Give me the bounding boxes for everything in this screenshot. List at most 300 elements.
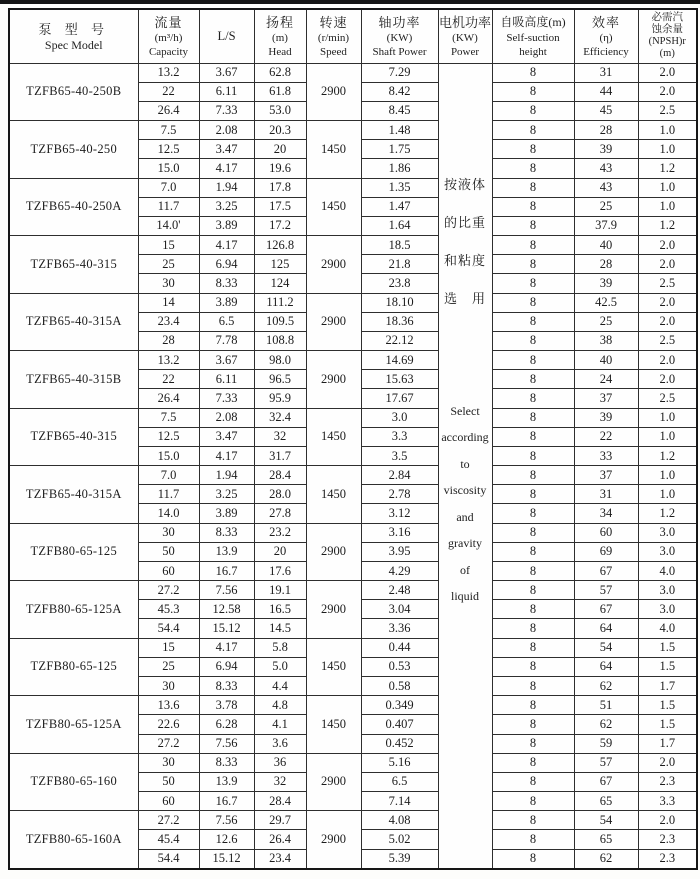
cell-shaft-power: 5.02 xyxy=(361,830,438,849)
cell-head: 98.0 xyxy=(254,351,306,370)
col-header-npsh xyxy=(638,9,697,63)
cell-self-suction: 8 xyxy=(492,600,574,619)
cell-shaft-power: 1.48 xyxy=(361,121,438,140)
cell-efficiency: 59 xyxy=(574,734,638,753)
cell-ls: 3.67 xyxy=(199,351,254,370)
head-label-en: Head xyxy=(268,45,292,58)
cell-speed: 2900 xyxy=(306,63,361,121)
cell-self-suction: 8 xyxy=(492,504,574,523)
cell-ls: 3.89 xyxy=(199,504,254,523)
motor-power-note-cell xyxy=(438,63,492,869)
cell-ls: 4.17 xyxy=(199,446,254,465)
cell-speed: 1450 xyxy=(306,178,361,236)
cell-ls: 7.78 xyxy=(199,331,254,350)
pump-spec-table xyxy=(8,8,698,870)
cell-speed: 2900 xyxy=(306,351,361,409)
efficiency-label-zh: 效率 xyxy=(591,14,620,30)
cell-efficiency: 22 xyxy=(574,427,638,446)
cell-capacity: 11.7 xyxy=(138,197,199,216)
cell-efficiency: 28 xyxy=(574,121,638,140)
cell-efficiency: 57 xyxy=(574,581,638,600)
cell-ls: 7.56 xyxy=(199,811,254,830)
cell-speed: 2900 xyxy=(306,753,361,811)
cell-efficiency: 62 xyxy=(574,677,638,696)
cell-head: 23.4 xyxy=(254,849,306,869)
cell-shaft-power: 22.12 xyxy=(361,331,438,350)
cell-capacity: 30 xyxy=(138,274,199,293)
cell-head: 27.8 xyxy=(254,504,306,523)
cell-self-suction: 8 xyxy=(492,638,574,657)
head-label-zh: 扬程 xyxy=(265,14,294,30)
cell-shaft-power: 1.64 xyxy=(361,216,438,235)
cell-npsh: 2.5 xyxy=(638,331,697,350)
cell-ls: 7.56 xyxy=(199,734,254,753)
cell-spec-model: TZFB65-40-315 xyxy=(9,236,138,294)
cell-capacity: 7.0 xyxy=(138,466,199,485)
cell-shaft-power: 1.47 xyxy=(361,197,438,216)
cell-capacity: 60 xyxy=(138,792,199,811)
cell-shaft-power: 21.8 xyxy=(361,255,438,274)
cell-self-suction: 8 xyxy=(492,657,574,676)
cell-spec-model: TZFB65-40-250B xyxy=(9,63,138,121)
shaft-power-unit: (KW) xyxy=(386,31,413,44)
cell-self-suction: 8 xyxy=(492,581,574,600)
cell-efficiency: 57 xyxy=(574,753,638,772)
cell-self-suction: 8 xyxy=(492,446,574,465)
efficiency-unit: (η) xyxy=(599,31,613,44)
cell-self-suction: 8 xyxy=(492,82,574,101)
cell-spec-model: TZFB80-65-160A xyxy=(9,811,138,869)
cell-npsh: 2.0 xyxy=(638,63,697,82)
cell-capacity: 30 xyxy=(138,677,199,696)
cell-npsh: 2.3 xyxy=(638,830,697,849)
cell-shaft-power: 3.3 xyxy=(361,427,438,446)
table-row xyxy=(9,236,697,255)
cell-self-suction: 8 xyxy=(492,216,574,235)
table-row xyxy=(9,581,697,600)
cell-npsh: 1.2 xyxy=(638,159,697,178)
cell-speed: 1450 xyxy=(306,696,361,754)
cell-capacity: 27.2 xyxy=(138,581,199,600)
cell-capacity: 60 xyxy=(138,561,199,580)
cell-ls: 4.17 xyxy=(199,236,254,255)
cell-self-suction: 8 xyxy=(492,178,574,197)
cell-npsh: 3.0 xyxy=(638,581,697,600)
cell-self-suction: 8 xyxy=(492,830,574,849)
cell-shaft-power: 1.86 xyxy=(361,159,438,178)
cell-capacity: 50 xyxy=(138,542,199,561)
cell-shaft-power: 0.407 xyxy=(361,715,438,734)
cell-npsh: 3.3 xyxy=(638,792,697,811)
cell-npsh: 1.5 xyxy=(638,715,697,734)
npsh-label-zh1: 必需汽 xyxy=(651,12,683,24)
power-note-zh: 按液体 的比重 和粘度 选 用 xyxy=(443,176,486,306)
cell-npsh: 4.0 xyxy=(638,619,697,638)
speed-label-en: Speed xyxy=(320,45,347,58)
cell-ls: 3.47 xyxy=(199,427,254,446)
cell-shaft-power: 3.0 xyxy=(361,408,438,427)
cell-efficiency: 62 xyxy=(574,849,638,869)
cell-npsh: 1.0 xyxy=(638,427,697,446)
self-suction-label-zh: 自吸高度(m) xyxy=(500,14,566,29)
capacity-unit: (m³/h) xyxy=(154,31,183,44)
capacity-label-zh: 流量 xyxy=(154,14,183,30)
cell-npsh: 3.0 xyxy=(638,523,697,542)
cell-ls: 13.9 xyxy=(199,772,254,791)
cell-ls: 6.28 xyxy=(199,715,254,734)
cell-efficiency: 65 xyxy=(574,792,638,811)
cell-capacity: 14.0' xyxy=(138,216,199,235)
cell-ls: 4.17 xyxy=(199,638,254,657)
cell-capacity: 25 xyxy=(138,657,199,676)
cell-npsh: 2.0 xyxy=(638,811,697,830)
cell-speed: 2900 xyxy=(306,523,361,581)
cell-self-suction: 8 xyxy=(492,101,574,120)
table-row xyxy=(9,178,697,197)
col-header-efficiency xyxy=(574,9,638,63)
cell-shaft-power: 7.14 xyxy=(361,792,438,811)
cell-self-suction: 8 xyxy=(492,523,574,542)
cell-speed: 2900 xyxy=(306,811,361,869)
col-header-shaft-power xyxy=(361,9,438,63)
cell-ls: 3.47 xyxy=(199,140,254,159)
spec-model-label-en: Spec Model xyxy=(44,37,103,52)
cell-efficiency: 51 xyxy=(574,696,638,715)
cell-efficiency: 67 xyxy=(574,772,638,791)
cell-self-suction: 8 xyxy=(492,696,574,715)
cell-self-suction: 8 xyxy=(492,351,574,370)
cell-head: 32 xyxy=(254,427,306,446)
cell-npsh: 1.0 xyxy=(638,485,697,504)
cell-npsh: 1.7 xyxy=(638,734,697,753)
cell-capacity: 50 xyxy=(138,772,199,791)
cell-npsh: 1.2 xyxy=(638,446,697,465)
cell-head: 31.7 xyxy=(254,446,306,465)
cell-efficiency: 40 xyxy=(574,351,638,370)
cell-ls: 6.94 xyxy=(199,657,254,676)
cell-speed: 1450 xyxy=(306,121,361,179)
cell-ls: 3.78 xyxy=(199,696,254,715)
cell-self-suction: 8 xyxy=(492,197,574,216)
cell-efficiency: 38 xyxy=(574,331,638,350)
cell-npsh: 2.0 xyxy=(638,753,697,772)
cell-efficiency: 31 xyxy=(574,63,638,82)
cell-npsh: 4.0 xyxy=(638,561,697,580)
cell-capacity: 15.0 xyxy=(138,446,199,465)
cell-capacity: 22 xyxy=(138,370,199,389)
cell-self-suction: 8 xyxy=(492,312,574,331)
cell-efficiency: 62 xyxy=(574,715,638,734)
cell-self-suction: 8 xyxy=(492,772,574,791)
motor-power-unit: (KW) xyxy=(452,31,478,44)
cell-ls: 3.25 xyxy=(199,485,254,504)
cell-shaft-power: 8.45 xyxy=(361,101,438,120)
table-row xyxy=(9,408,697,427)
cell-shaft-power: 5.39 xyxy=(361,849,438,869)
cell-capacity: 27.2 xyxy=(138,811,199,830)
cell-npsh: 1.0 xyxy=(638,197,697,216)
cell-head: 32.4 xyxy=(254,408,306,427)
cell-ls: 8.33 xyxy=(199,274,254,293)
cell-capacity: 30 xyxy=(138,523,199,542)
cell-spec-model: TZFB65-40-315A xyxy=(9,466,138,524)
cell-self-suction: 8 xyxy=(492,427,574,446)
cell-shaft-power: 5.16 xyxy=(361,753,438,772)
cell-spec-model: TZFB80-65-125 xyxy=(9,523,138,581)
cell-npsh: 3.0 xyxy=(638,600,697,619)
cell-capacity: 14 xyxy=(138,293,199,312)
col-header-capacity xyxy=(138,9,199,63)
cell-shaft-power: 3.16 xyxy=(361,523,438,542)
cell-efficiency: 43 xyxy=(574,178,638,197)
cell-npsh: 1.0 xyxy=(638,408,697,427)
cell-head: 28.0 xyxy=(254,485,306,504)
cell-shaft-power: 2.78 xyxy=(361,485,438,504)
cell-capacity: 30 xyxy=(138,753,199,772)
motor-power-label-en: Power xyxy=(450,45,480,58)
motor-power-label-zh: 电机功率 xyxy=(438,14,491,30)
cell-head: 4.4 xyxy=(254,677,306,696)
cell-shaft-power: 2.48 xyxy=(361,581,438,600)
cell-shaft-power: 3.12 xyxy=(361,504,438,523)
table-row xyxy=(9,696,697,715)
table-row xyxy=(9,63,697,82)
cell-spec-model: TZFB65-40-315B xyxy=(9,351,138,409)
cell-ls: 15.12 xyxy=(199,619,254,638)
cell-ls: 7.33 xyxy=(199,389,254,408)
col-header-speed xyxy=(306,9,361,63)
cell-spec-model: TZFB80-65-125A xyxy=(9,581,138,639)
cell-efficiency: 67 xyxy=(574,561,638,580)
cell-shaft-power: 17.67 xyxy=(361,389,438,408)
cell-ls: 6.5 xyxy=(199,312,254,331)
cell-spec-model: TZFB65-40-250A xyxy=(9,178,138,236)
cell-spec-model: TZFB80-65-160 xyxy=(9,753,138,811)
cell-capacity: 45.3 xyxy=(138,600,199,619)
cell-efficiency: 37 xyxy=(574,389,638,408)
speed-unit: (r/min) xyxy=(317,31,350,44)
cell-head: 126.8 xyxy=(254,236,306,255)
cell-shaft-power: 7.29 xyxy=(361,63,438,82)
cell-head: 20 xyxy=(254,542,306,561)
cell-shaft-power: 0.58 xyxy=(361,677,438,696)
cell-shaft-power: 0.349 xyxy=(361,696,438,715)
cell-npsh: 1.0 xyxy=(638,178,697,197)
npsh-unit: (m) xyxy=(659,48,675,60)
cell-npsh: 1.2 xyxy=(638,216,697,235)
cell-ls: 3.89 xyxy=(199,293,254,312)
cell-shaft-power: 2.84 xyxy=(361,466,438,485)
cell-shaft-power: 0.44 xyxy=(361,638,438,657)
cell-head: 29.7 xyxy=(254,811,306,830)
cell-efficiency: 64 xyxy=(574,619,638,638)
cell-self-suction: 8 xyxy=(492,542,574,561)
cell-spec-model: TZFB65-40-315 xyxy=(9,408,138,466)
cell-head: 20.3 xyxy=(254,121,306,140)
cell-ls: 6.11 xyxy=(199,370,254,389)
cell-npsh: 2.0 xyxy=(638,82,697,101)
cell-efficiency: 54 xyxy=(574,638,638,657)
cell-ls: 2.08 xyxy=(199,408,254,427)
cell-speed: 2900 xyxy=(306,581,361,639)
cell-capacity: 27.2 xyxy=(138,734,199,753)
cell-ls: 3.89 xyxy=(199,216,254,235)
cell-efficiency: 43 xyxy=(574,159,638,178)
cell-self-suction: 8 xyxy=(492,389,574,408)
cell-npsh: 1.0 xyxy=(638,121,697,140)
cell-shaft-power: 4.08 xyxy=(361,811,438,830)
cell-self-suction: 8 xyxy=(492,811,574,830)
cell-shaft-power: 18.5 xyxy=(361,236,438,255)
cell-self-suction: 8 xyxy=(492,140,574,159)
cell-efficiency: 44 xyxy=(574,82,638,101)
cell-npsh: 1.0 xyxy=(638,140,697,159)
cell-efficiency: 39 xyxy=(574,140,638,159)
cell-spec-model: TZFB65-40-250 xyxy=(9,121,138,179)
cell-head: 20 xyxy=(254,140,306,159)
cell-head: 32 xyxy=(254,772,306,791)
cell-ls: 12.6 xyxy=(199,830,254,849)
efficiency-label-en: Efficiency xyxy=(583,45,629,58)
cell-self-suction: 8 xyxy=(492,734,574,753)
cell-ls: 16.7 xyxy=(199,561,254,580)
cell-self-suction: 8 xyxy=(492,408,574,427)
capacity-label-en: Capacity xyxy=(148,45,189,58)
cell-efficiency: 25 xyxy=(574,312,638,331)
cell-head: 109.5 xyxy=(254,312,306,331)
col-header-spec-model xyxy=(9,9,138,63)
ls-label: L/S xyxy=(217,28,236,43)
cell-head: 125 xyxy=(254,255,306,274)
cell-capacity: 26.4 xyxy=(138,389,199,408)
cell-speed: 1450 xyxy=(306,408,361,466)
cell-self-suction: 8 xyxy=(492,255,574,274)
table-row xyxy=(9,351,697,370)
cell-head: 17.8 xyxy=(254,178,306,197)
cell-efficiency: 39 xyxy=(574,274,638,293)
cell-spec-model: TZFB65-40-315A xyxy=(9,293,138,351)
cell-speed: 2900 xyxy=(306,236,361,294)
cell-capacity: 12.5 xyxy=(138,427,199,446)
cell-head: 17.2 xyxy=(254,216,306,235)
cell-head: 62.8 xyxy=(254,63,306,82)
shaft-power-label-en: Shaft Power xyxy=(372,45,427,58)
cell-ls: 13.9 xyxy=(199,542,254,561)
cell-ls: 15.12 xyxy=(199,849,254,869)
cell-efficiency: 28 xyxy=(574,255,638,274)
cell-head: 36 xyxy=(254,753,306,772)
cell-head: 3.6 xyxy=(254,734,306,753)
header-row xyxy=(9,9,697,63)
cell-npsh: 2.5 xyxy=(638,389,697,408)
col-header-ls xyxy=(199,9,254,63)
cell-ls: 3.25 xyxy=(199,197,254,216)
cell-self-suction: 8 xyxy=(492,331,574,350)
cell-efficiency: 37.9 xyxy=(574,216,638,235)
cell-self-suction: 8 xyxy=(492,121,574,140)
cell-spec-model: TZFB80-65-125 xyxy=(9,638,138,696)
cell-capacity: 54.4 xyxy=(138,619,199,638)
cell-shaft-power: 18.10 xyxy=(361,293,438,312)
cell-npsh: 1.7 xyxy=(638,677,697,696)
cell-head: 19.1 xyxy=(254,581,306,600)
cell-shaft-power: 0.53 xyxy=(361,657,438,676)
cell-head: 61.8 xyxy=(254,82,306,101)
cell-ls: 7.33 xyxy=(199,101,254,120)
col-header-motor-power xyxy=(438,9,492,63)
cell-shaft-power: 1.75 xyxy=(361,140,438,159)
cell-ls: 16.7 xyxy=(199,792,254,811)
cell-npsh: 1.5 xyxy=(638,638,697,657)
cell-head: 19.6 xyxy=(254,159,306,178)
cell-capacity: 22 xyxy=(138,82,199,101)
cell-efficiency: 37 xyxy=(574,466,638,485)
cell-speed: 1450 xyxy=(306,638,361,696)
cell-efficiency: 69 xyxy=(574,542,638,561)
cell-head: 124 xyxy=(254,274,306,293)
cell-head: 17.5 xyxy=(254,197,306,216)
table-row xyxy=(9,811,697,830)
cell-npsh: 1.2 xyxy=(638,504,697,523)
cell-self-suction: 8 xyxy=(492,236,574,255)
cell-self-suction: 8 xyxy=(492,561,574,580)
cell-npsh: 2.0 xyxy=(638,255,697,274)
cell-self-suction: 8 xyxy=(492,677,574,696)
col-header-head xyxy=(254,9,306,63)
cell-capacity: 13.6 xyxy=(138,696,199,715)
cell-self-suction: 8 xyxy=(492,753,574,772)
cell-head: 108.8 xyxy=(254,331,306,350)
cell-npsh: 2.0 xyxy=(638,312,697,331)
table-row xyxy=(9,121,697,140)
cell-shaft-power: 3.36 xyxy=(361,619,438,638)
cell-efficiency: 54 xyxy=(574,811,638,830)
cell-head: 26.4 xyxy=(254,830,306,849)
cell-self-suction: 8 xyxy=(492,159,574,178)
cell-shaft-power: 15.63 xyxy=(361,370,438,389)
cell-head: 95.9 xyxy=(254,389,306,408)
col-header-self-suction xyxy=(492,9,574,63)
cell-shaft-power: 4.29 xyxy=(361,561,438,580)
cell-speed: 2900 xyxy=(306,293,361,351)
cell-efficiency: 45 xyxy=(574,101,638,120)
cell-self-suction: 8 xyxy=(492,63,574,82)
cell-ls: 6.11 xyxy=(199,82,254,101)
cell-capacity: 7.5 xyxy=(138,408,199,427)
cell-shaft-power: 0.452 xyxy=(361,734,438,753)
cell-self-suction: 8 xyxy=(492,619,574,638)
cell-head: 111.2 xyxy=(254,293,306,312)
cell-efficiency: 64 xyxy=(574,657,638,676)
spec-model-label-zh: 泵 型 号 xyxy=(38,21,109,37)
cell-shaft-power: 18.36 xyxy=(361,312,438,331)
cell-capacity: 11.7 xyxy=(138,485,199,504)
cell-ls: 2.08 xyxy=(199,121,254,140)
cell-self-suction: 8 xyxy=(492,849,574,869)
cell-capacity: 13.2 xyxy=(138,63,199,82)
cell-capacity: 15.0 xyxy=(138,159,199,178)
cell-self-suction: 8 xyxy=(492,293,574,312)
cell-npsh: 2.0 xyxy=(638,293,697,312)
page-top-rule xyxy=(0,0,700,4)
cell-ls: 4.17 xyxy=(199,159,254,178)
cell-npsh: 2.3 xyxy=(638,849,697,869)
cell-efficiency: 40 xyxy=(574,236,638,255)
head-unit: (m) xyxy=(272,31,288,44)
cell-npsh: 2.0 xyxy=(638,351,697,370)
cell-shaft-power: 8.42 xyxy=(361,82,438,101)
cell-self-suction: 8 xyxy=(492,485,574,504)
